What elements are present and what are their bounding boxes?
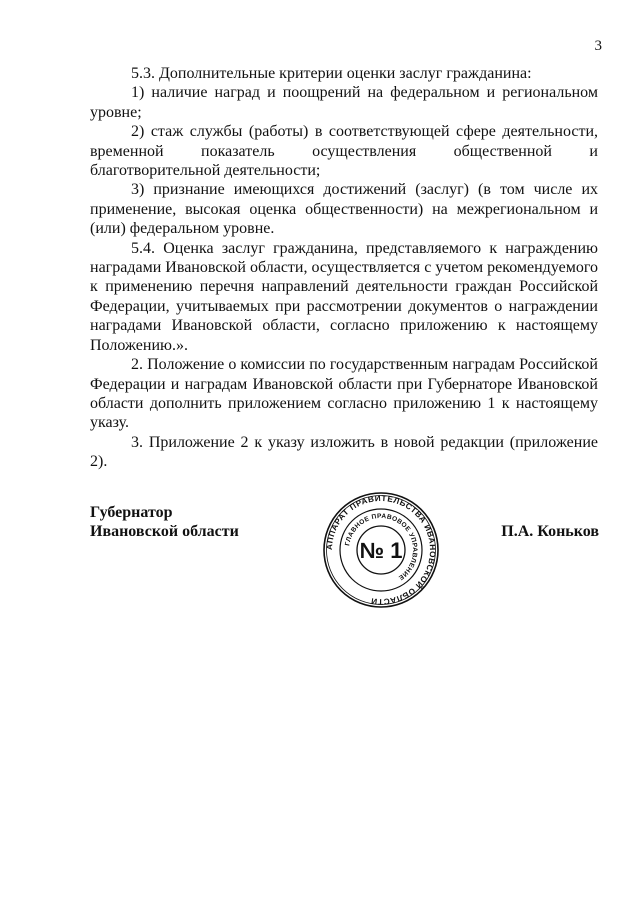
official-seal [322, 491, 440, 609]
paragraph-5-3: 5.3. Дополнительные критерии оценки заслуг гражданина: [131, 65, 532, 82]
signatory-title-line-1: Губернатор [90, 504, 173, 521]
paragraph-item-3: 3. Приложение 2 к указу изложить в новой редакции (приложение 2). [90, 433, 598, 471]
signatory-title [90, 503, 239, 541]
paragraph-criterion-3: 3) признание имеющихся достижений (заслуг) (в том числе их применение, высокая оценка общественности) на межрегиональном и (или) федеральном уровне. [90, 181, 598, 238]
seal-center-number: № 1 [359, 538, 403, 563]
seal-outer-text: АППАРАТ ПРАВИТЕЛЬСТВА ИВАНОВСКОЙ ОБЛАСТИ [324, 493, 438, 607]
signatory-title-line-2: Ивановской области [90, 523, 239, 540]
signatory-name: П.А. Коньков [501, 523, 599, 540]
paragraph-5-4: 5.4. Оценка заслуг гражданина, представляемого к награждению наградами Ивановской области, осуществляется с учетом рекомендуемого к применению перечня направлений деятельности граждан Российской Федерации, учитываемых при рассмотрении документов о награждении наградами Ивановской области, согласно приложению к настоящему Положению.». [90, 239, 598, 354]
seal-inner-text: ГЛАВНОЕ ПРАВОВОЕ УПРАВЛЕНИЕ [344, 512, 419, 582]
document-body [90, 64, 598, 472]
page-number: 3 [594, 38, 602, 54]
paragraph-item-2: 2. Положение о комиссии по государственным наградам Российской Федерации и наградам Ивановской области при Губернаторе Ивановской области дополнить приложением согласно приложению 1 к настоящему указу. [90, 356, 598, 432]
paragraph-criterion-1: 1) наличие наград и поощрений на федеральном и региональном уровне; [90, 84, 598, 121]
paragraph-criterion-2: 2) стаж службы (работы) в соответствующей сфере деятельности, временной показатель осуществления общественной и благотворительной деятельности; [90, 123, 598, 180]
